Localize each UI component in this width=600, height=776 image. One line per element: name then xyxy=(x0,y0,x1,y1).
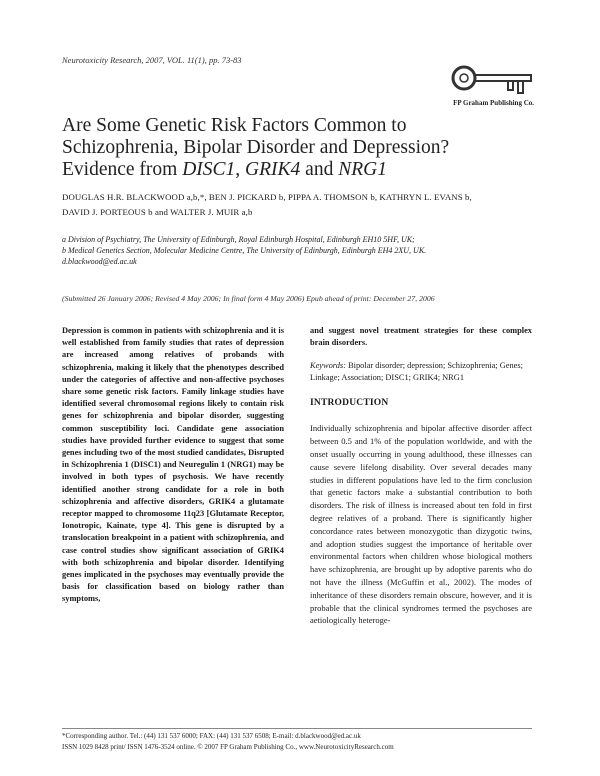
title-line-3 xyxy=(62,159,532,181)
authors-line-2: DAVID J. PORTEOUS b and WALTER J. MUIR a,b xyxy=(62,207,253,217)
introduction-text: Individually schizophrenia and bipolar affective disorder affect between 0.5 and 1% of the population worldwide, and with the onset usually occurring in young adulthood, these illnesses can cause severe lifelong disability. Over several decades many studies in different populations have led to the firm conclusion that genetic factors make a substantial contribution to both disorders. The risk of illness is increased about ten fold in first degree relatives of a proband. There is significantly higher concordance rates between monozygotic than dizygotic twins, and adoption studies suggest the importance of heritable over environmental factors when children whose biological mothers have schizophrenia, are brought up by adoptive parents who do not have the illness (McGuffin et al., 2002). The modes of inheritance of these disorders remain obscure, however, and it is probable that the clinical syndromes termed the psychoses are aetiologically heteroge- xyxy=(310,423,532,626)
title-line-1: Are Some Genetic Risk Factors Common to xyxy=(62,115,407,136)
footnote xyxy=(62,731,542,753)
author-list xyxy=(62,190,532,220)
gene-disc1: DISC1 xyxy=(182,159,236,180)
publisher-name: FP Graham Publishing Co. xyxy=(453,99,534,107)
abstract-left-column: Depression is common in patients with schizophrenia and it is well established from family studies that rates of depression are increased among relatives of probands with schizophrenia, making it likely that the phenotypes described under the categories of affective and non-affective psychoses share some genetic risk factors. Family linkage studies have identified several chromosomal regions likely to contain risk genes for schizophrenia and bipolar disorder, suggesting common susceptibility loci. Candidate gene association studies have provided further evidence to suggest that some genes including two of the most studied candidates, Disrupted in Schizophrenia 1 (DISC1) and Neuregulin 1 (NRG1) may be involved in both types of psychosis. We have recently identified another strong candidate for a role in both schizophrenia and affective disorders, GRIK4 a glutamate receptor mapped to chromosome 11q23 [Glutamate Receptor, Ionotropic, Kainate, type 4]. This gene is disrupted by a translocation breakpoint in a patient with schizophrenia, and case control studies show significant association of GRIK4 with both schizophrenia and bipolar disorder. Identifying genes implicated in the psychoses may eventually provide the basis for classification based on biology rather than symptoms, xyxy=(62,326,284,604)
abstract-continuation: and suggest novel treatment strategies for these complex brain disorders. xyxy=(310,326,532,348)
corresponding-author: *Corresponding author. Tel.: (44) 131 537 6000; FAX: (44) 131 537 6508; E-mail: d.blackwood@ed.ac.uk xyxy=(62,732,361,740)
title-sep: , xyxy=(235,159,246,180)
contact-email: d.blackwood@ed.ac.uk xyxy=(62,257,137,266)
affiliations xyxy=(62,234,532,267)
right-column xyxy=(310,325,532,627)
submission-dates: (Submitted 26 January 2006; Revised 4 May 2006; In final form 4 May 2006) Epub ahead of print: December 27, 2006 xyxy=(62,294,435,303)
affiliation-b: b Medical Genetics Section, Molecular Medicine Centre, The University of Edinburgh, Edinburgh EH4 2XU, UK. xyxy=(62,246,427,255)
section-heading-introduction: INTRODUCTION xyxy=(310,398,389,409)
authors-line-1: DOUGLAS H.R. BLACKWOOD a,b,*, BEN J. PICKARD b, PIPPA A. THOMSON b, KATHRYN L. EVANS b, xyxy=(62,192,472,202)
keywords-text: Bipolar disorder; depression; Schizophrenia; Genes; Linkage; Association; DISC1; GRIK4; NRG1 xyxy=(310,361,523,383)
affiliation-a: a Division of Psychiatry, The University of Edinburgh, Royal Edinburgh Hospital, Edinburgh EH10 5HF, UK; xyxy=(62,235,415,244)
key-logo-icon xyxy=(448,64,534,98)
keywords-label: Keywords: xyxy=(310,361,346,371)
issn-line: ISSN 1029 8428 print/ ISSN 1476-3524 online. © 2007 FP Graham Publishing Co., www.NeurotoxicityResearch.com xyxy=(62,743,394,751)
gene-grik4: GRIK4 xyxy=(245,159,301,180)
title-prefix: Evidence from xyxy=(62,159,183,180)
gene-nrg1: NRG1 xyxy=(338,159,387,180)
paper-title xyxy=(62,115,532,181)
title-line-2: Schizophrenia, Bipolar Disorder and Depression? xyxy=(62,137,450,158)
keywords xyxy=(310,360,532,384)
title-sep: and xyxy=(300,159,339,180)
footnote-divider xyxy=(62,728,532,729)
journal-citation: Neurotoxicity Research, 2007, VOL. 11(1), pp. 73-83 xyxy=(62,55,242,65)
